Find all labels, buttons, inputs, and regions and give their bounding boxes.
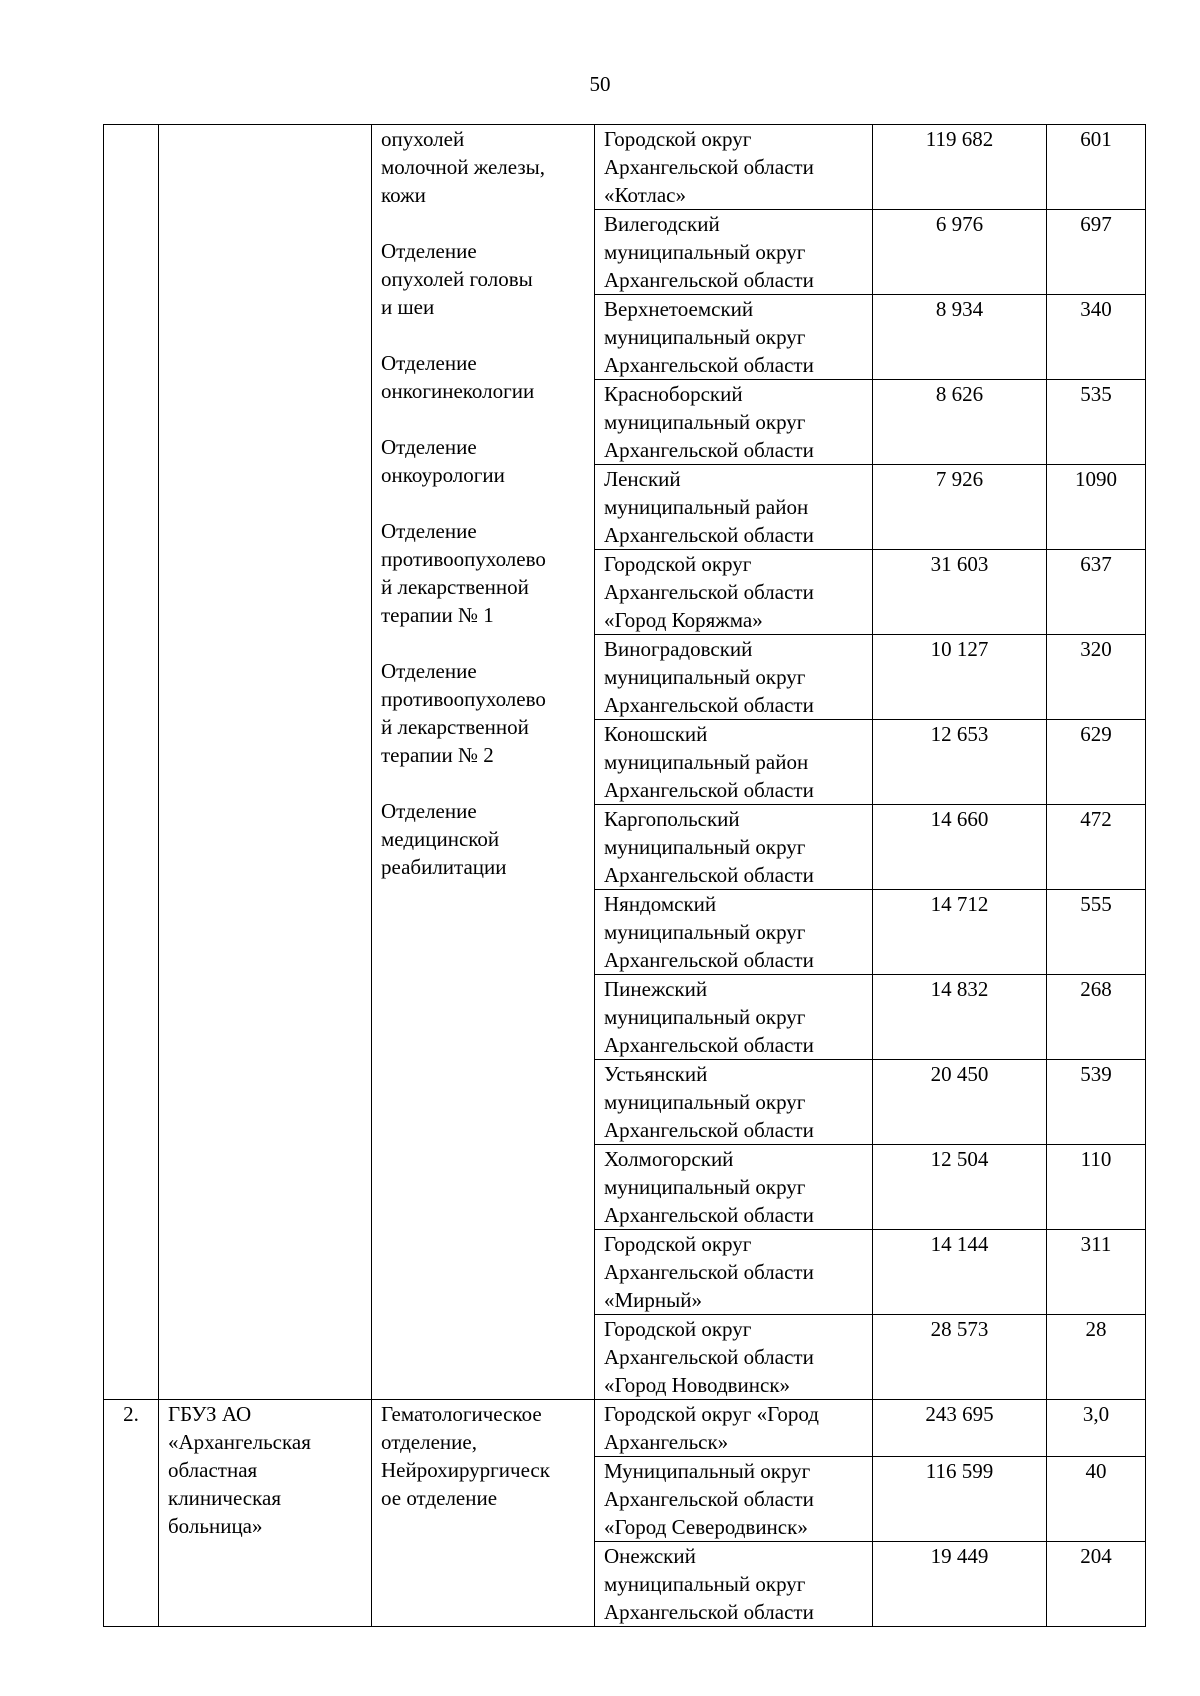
municipality-line: «Котлас» [604, 183, 686, 207]
department-line: кожи [381, 183, 426, 207]
municipality-line: Архангельск» [604, 1430, 729, 1454]
municipality-line: Архангельской области [604, 268, 814, 292]
population-cell: 28 573 [873, 1315, 1047, 1400]
department-gap [381, 321, 585, 349]
municipality-line: Коношский [604, 722, 708, 746]
row-number-cell: 2. [104, 1400, 159, 1627]
value-cell: 3,0 [1047, 1400, 1146, 1457]
department-line: молочной железы, [381, 155, 546, 179]
population-cell: 31 603 [873, 550, 1047, 635]
value-cell: 28 [1047, 1315, 1146, 1400]
municipality-cell [595, 210, 873, 295]
municipality-line: Городской округ «Город [604, 1402, 819, 1426]
department-line: опухолей головы [381, 267, 533, 291]
municipality-cell [595, 1457, 873, 1542]
department-line: терапии № 2 [381, 743, 494, 767]
population-cell: 19 449 [873, 1542, 1047, 1627]
department-line: ое отделение [381, 1486, 498, 1510]
municipality-cell [595, 635, 873, 720]
municipality-line: Городской округ [604, 1232, 752, 1256]
municipality-line: Архангельской области [604, 1487, 814, 1511]
institution-cell [159, 1400, 372, 1627]
value-cell: 204 [1047, 1542, 1146, 1627]
municipality-cell [595, 1145, 873, 1230]
row-number-cell [104, 125, 159, 1400]
institution-line: областная [168, 1458, 258, 1482]
value-cell: 320 [1047, 635, 1146, 720]
municipality-line: Онежский [604, 1544, 696, 1568]
table-row [104, 125, 1146, 210]
municipality-line: Архангельской области [604, 863, 814, 887]
municipality-cell [595, 805, 873, 890]
municipality-cell [595, 550, 873, 635]
population-cell: 12 653 [873, 720, 1047, 805]
municipality-cell [595, 125, 873, 210]
value-cell: 268 [1047, 975, 1146, 1060]
municipality-line: Няндомский [604, 892, 717, 916]
municipality-cell [595, 295, 873, 380]
department-gap [381, 209, 585, 237]
departments-cell [372, 125, 595, 1400]
municipality-cell [595, 1230, 873, 1315]
population-cell: 14 712 [873, 890, 1047, 975]
department-line: й лекарственной [381, 575, 529, 599]
population-cell: 12 504 [873, 1145, 1047, 1230]
municipality-line: муниципальный округ [604, 1005, 806, 1029]
department-line: отделение, [381, 1430, 477, 1454]
municipality-line: муниципальный округ [604, 835, 806, 859]
department-gap [381, 405, 585, 433]
municipality-line: Городской округ [604, 127, 752, 151]
population-cell: 119 682 [873, 125, 1047, 210]
institution-line: больница» [168, 1514, 263, 1538]
municipality-line: Городской округ [604, 552, 752, 576]
municipality-cell [595, 720, 873, 805]
department-line: противоопухолево [381, 547, 546, 571]
population-cell: 8 934 [873, 295, 1047, 380]
municipality-line: Архангельской области [604, 693, 814, 717]
department-line: онкоурологии [381, 463, 505, 487]
municipality-line: муниципальный округ [604, 1572, 806, 1596]
institution-line: клиническая [168, 1486, 281, 1510]
municipality-line: Архангельской области [604, 1033, 814, 1057]
municipality-line: муниципальный округ [604, 1175, 806, 1199]
municipality-line: Ленский [604, 467, 681, 491]
municipality-line: муниципальный округ [604, 325, 806, 349]
department-line: онкогинекологии [381, 379, 535, 403]
page-number: 50 [589, 72, 611, 96]
department-line: Гематологическое [381, 1402, 542, 1426]
municipality-line: Городской округ [604, 1317, 752, 1341]
municipality-line: Пинежский [604, 977, 708, 1001]
department-gap [381, 629, 585, 657]
value-cell: 340 [1047, 295, 1146, 380]
municipality-cell [595, 380, 873, 465]
department-line: опухолей [381, 127, 465, 151]
municipality-line: Архангельской области [604, 155, 814, 179]
department-line: и шеи [381, 295, 435, 319]
value-cell: 472 [1047, 805, 1146, 890]
value-cell: 311 [1047, 1230, 1146, 1315]
table-row [104, 1400, 1146, 1457]
population-cell: 6 976 [873, 210, 1047, 295]
municipality-line: муниципальный округ [604, 665, 806, 689]
department-line: Нейрохирургическ [381, 1458, 550, 1482]
municipality-line: Архангельской области [604, 1203, 814, 1227]
population-cell: 243 695 [873, 1400, 1047, 1457]
value-cell: 40 [1047, 1457, 1146, 1542]
municipality-line: Архангельской области [604, 523, 814, 547]
value-cell: 637 [1047, 550, 1146, 635]
municipality-line: Архангельской области [604, 580, 814, 604]
department-gap [381, 489, 585, 517]
population-cell: 14 144 [873, 1230, 1047, 1315]
municipality-line: Архангельской области [604, 1260, 814, 1284]
department-line: й лекарственной [381, 715, 529, 739]
population-cell: 20 450 [873, 1060, 1047, 1145]
municipality-cell [595, 1315, 873, 1400]
data-table [103, 124, 1146, 1627]
department-line: реабилитации [381, 855, 507, 879]
value-cell: 110 [1047, 1145, 1146, 1230]
institution-line: ГБУЗ АО [168, 1402, 252, 1426]
department-gap [381, 769, 585, 797]
municipality-line: Архангельской области [604, 1118, 814, 1142]
department-line: терапии № 1 [381, 603, 494, 627]
population-cell: 14 832 [873, 975, 1047, 1060]
municipality-line: Архангельской области [604, 438, 814, 462]
municipality-line: Архангельской области [604, 1600, 814, 1624]
population-cell: 116 599 [873, 1457, 1047, 1542]
department-line: Отделение [381, 659, 477, 683]
municipality-cell [595, 890, 873, 975]
municipality-line: муниципальный округ [604, 240, 806, 264]
population-cell: 8 626 [873, 380, 1047, 465]
value-cell: 697 [1047, 210, 1146, 295]
municipality-line: Архангельской области [604, 353, 814, 377]
municipality-line: Холмогорский [604, 1147, 734, 1171]
department-line: Отделение [381, 351, 477, 375]
department-line: Отделение [381, 435, 477, 459]
municipality-line: Архангельской области [604, 948, 814, 972]
department-line: Отделение [381, 239, 477, 263]
value-cell: 629 [1047, 720, 1146, 805]
municipality-line: Верхнетоемский [604, 297, 754, 321]
department-line: Отделение [381, 519, 477, 543]
department-line: противоопухолево [381, 687, 546, 711]
institution-cell [159, 125, 372, 1400]
population-cell: 7 926 [873, 465, 1047, 550]
municipality-cell [595, 1542, 873, 1627]
department-line: Отделение [381, 799, 477, 823]
municipality-line: «Город Новодвинск» [604, 1373, 791, 1397]
municipality-line: Архангельской области [604, 778, 814, 802]
population-cell: 10 127 [873, 635, 1047, 720]
municipality-line: муниципальный район [604, 495, 809, 519]
municipality-line: Устьянский [604, 1062, 708, 1086]
municipality-line: Виноградовский [604, 637, 753, 661]
table-body [104, 125, 1146, 1627]
municipality-line: «Город Северодвинск» [604, 1515, 808, 1539]
municipality-line: Муниципальный округ [604, 1459, 811, 1483]
municipality-cell [595, 975, 873, 1060]
municipality-line: «Город Коряжма» [604, 608, 763, 632]
municipality-line: Каргопольский [604, 807, 740, 831]
institution-line: «Архангельская [168, 1430, 311, 1454]
municipality-line: муниципальный округ [604, 1090, 806, 1114]
value-cell: 1090 [1047, 465, 1146, 550]
municipality-cell [595, 1400, 873, 1457]
municipality-line: Архангельской области [604, 1345, 814, 1369]
value-cell: 535 [1047, 380, 1146, 465]
municipality-line: муниципальный округ [604, 920, 806, 944]
value-cell: 555 [1047, 890, 1146, 975]
municipality-line: Вилегодский [604, 212, 720, 236]
municipality-cell [595, 1060, 873, 1145]
municipality-line: муниципальный округ [604, 410, 806, 434]
municipality-line: «Мирный» [604, 1288, 702, 1312]
department-line: медицинской [381, 827, 500, 851]
value-cell: 601 [1047, 125, 1146, 210]
municipality-line: муниципальный район [604, 750, 809, 774]
departments-cell [372, 1400, 595, 1627]
value-cell: 539 [1047, 1060, 1146, 1145]
population-cell: 14 660 [873, 805, 1047, 890]
municipality-line: Красноборский [604, 382, 743, 406]
municipality-cell [595, 465, 873, 550]
